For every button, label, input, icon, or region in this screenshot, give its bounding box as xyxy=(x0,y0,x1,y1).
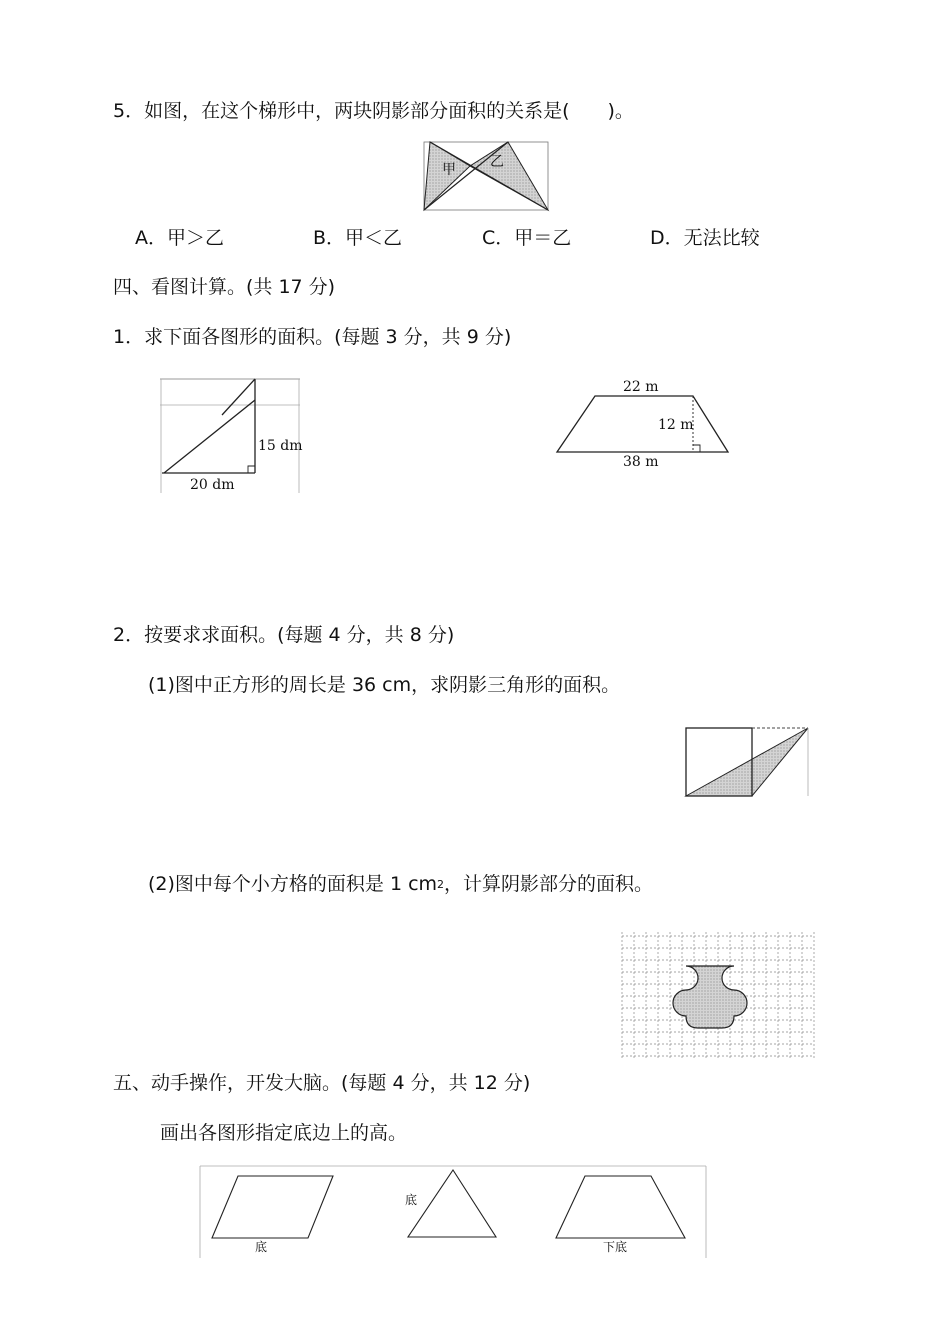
section-5-title: 五、动手操作，开发大脑。(每题 4 分，共 12 分) xyxy=(113,1072,531,1094)
sec4-q2-sub2: (2)图中每个小方格的面积是 1 $cm^2$，计算阴影部分的面积。 xyxy=(148,873,654,895)
sec4-q2-text: 2．按要求求面积。(每题 4 分，共 8 分) xyxy=(113,624,455,646)
q5-label-yi: 乙 xyxy=(490,154,504,170)
q5-option-d[interactable]: D．无法比较 xyxy=(650,227,760,249)
triangle-side-label: 15 dm xyxy=(258,438,303,454)
triangle-base-label: 20 dm xyxy=(190,477,235,493)
sec4-q2-sub1: (1)图中正方形的周长是 36 cm，求阴影三角形的面积。 xyxy=(148,674,621,696)
sec4-q1-text: 1．求下面各图形的面积。(每题 3 分，共 9 分) xyxy=(113,326,512,348)
shaded-vase-shape xyxy=(673,966,747,1028)
trapezoid-height-label: 12 m xyxy=(658,417,694,433)
trapezoid-bottom-label: 38 m xyxy=(623,454,659,470)
trapezoid-base-label: 下底 xyxy=(603,1240,628,1254)
sec5-instruction: 画出各图形指定底边上的高。 xyxy=(160,1122,408,1144)
parallelogram-shape[interactable] xyxy=(212,1176,333,1238)
section-4-title: 四、看图计算。(共 17 分) xyxy=(113,276,336,298)
trapezoid-top-label: 22 m xyxy=(623,379,659,395)
q5-option-b[interactable]: B．甲＜乙 xyxy=(313,227,403,249)
shaded-triangle xyxy=(686,728,808,796)
q5-option-a[interactable]: A．甲＞乙 xyxy=(135,227,225,249)
q5-option-c[interactable]: C．甲＝乙 xyxy=(482,227,572,249)
q2-square-triangle-figure xyxy=(684,726,814,798)
trapezoid-shape[interactable] xyxy=(556,1176,685,1238)
sec5-shapes-figure xyxy=(198,1164,708,1260)
q5-label-jia: 甲 xyxy=(442,162,456,178)
q5-shade-yi xyxy=(470,142,548,210)
parallelogram-base-label: 底 xyxy=(255,1240,268,1254)
triangle-base-label: 底 xyxy=(405,1193,418,1207)
q5-text: 5．如图，在这个梯形中，两块阴影部分面积的关系是( )。 xyxy=(113,100,634,122)
q1-triangle-figure xyxy=(158,377,303,495)
q5-trapezoid-figure xyxy=(420,140,550,214)
triangle-shape[interactable] xyxy=(408,1170,496,1237)
q1-trapezoid-figure xyxy=(553,377,733,469)
q2-grid-figure xyxy=(620,930,814,1062)
